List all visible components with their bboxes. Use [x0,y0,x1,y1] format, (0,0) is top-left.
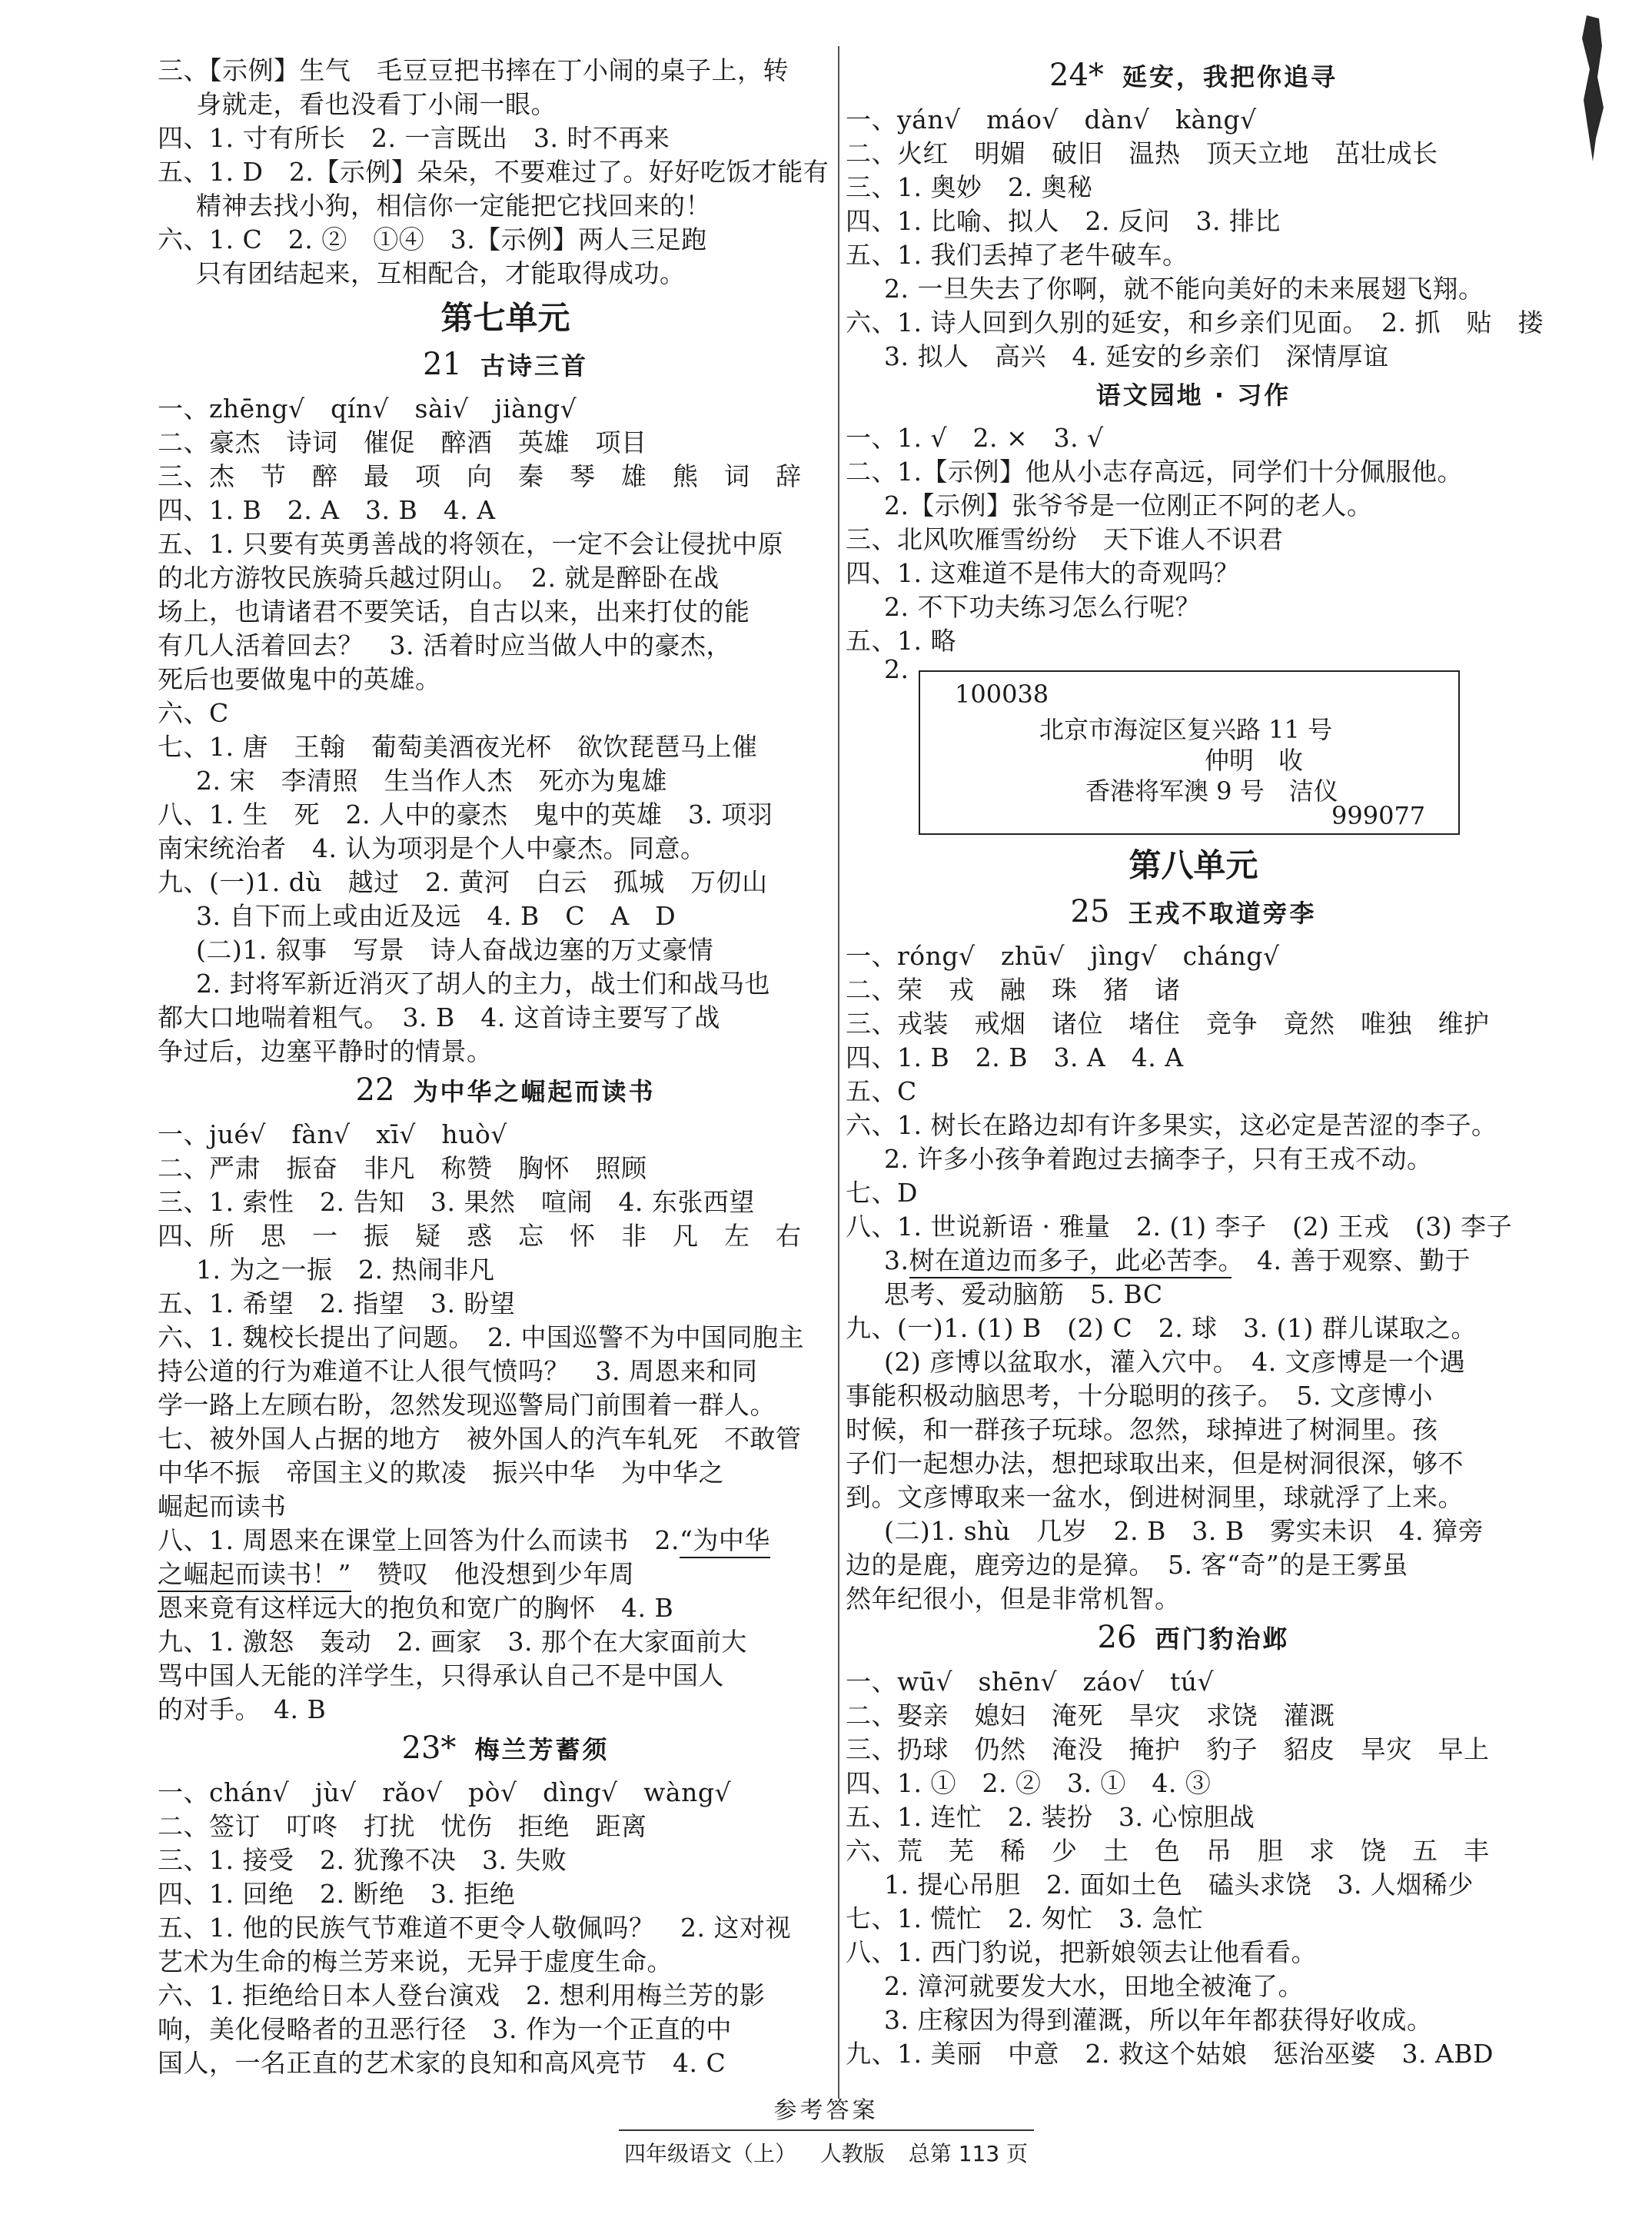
answer-line: 六、1. 拒绝给日本人登台演戏 2. 想利用梅兰芳的影 [158,1980,766,2010]
lesson-24-answers [846,103,1544,374]
envelope-diagram [919,670,1460,835]
answer-line: 五、1. 他的民族气节难道不更令人敬佩吗？ 2. 这对视 [158,1913,791,1943]
lesson-21-answers [158,392,853,1069]
lesson-number: 25 [1070,894,1110,929]
answer-line: 九、(一)1. (1) B (2) C 2. 球 3. (1) 群儿谋取之。 [846,1313,1477,1343]
answer-line: 一、yán√ máo√ dàn√ kàng√ [846,105,1257,135]
answer-line: 时候，和一群孩子玩球。忽然，球掉进了树洞里。孩 [846,1415,1438,1444]
lesson-number: 22 [355,1072,395,1108]
envelope-zip: 100038 [955,680,1049,709]
answer-line: 都大口地喘着粗气。 3. B 4. 这首诗主要写了战 [158,1002,720,1032]
answer-line: 的对手。 4. B [158,1694,327,1724]
answer-line: 一、chán√ jù√ rǎo√ pò√ dìng√ wàng√ [158,1777,731,1807]
answer-line: 八、1. 世说新语 · 雅量 2. (1) 李子 (2) 王戎 (3) 李子 [846,1212,1513,1242]
answer-line: 九、1. 美丽 中意 2. 救这个姑娘 惩治巫婆 3. ABD [846,2039,1494,2069]
answer-line: 二、严肃 振奋 非凡 称赞 胸怀 照顾 [158,1153,647,1183]
answer-line: 五、1. 略 [846,626,956,656]
answer-line: 五、C [846,1076,917,1106]
answer-line: 六、C [158,698,229,728]
answer-line: 二、签订 叮咚 打扰 忧伤 拒绝 距离 [158,1811,647,1841]
answer-line: 1. 提心吊胆 2. 面如土色 磕头求饶 3. 人烟稀少 [884,1870,1474,1900]
answer-line: 三、1. 奥妙 2. 奥秘 [846,172,1093,202]
answer-line: 三、戎装 戒烟 诸位 堵住 竞争 竟然 唯独 维护 [846,1009,1490,1039]
answer-text: 赞叹 他没想到少年周 [351,1559,635,1589]
answer-line: 四、1. 回绝 2. 断绝 3. 拒绝 [158,1879,516,1909]
answer-line: 3. 自下而上或由近及远 4. B C A D [196,901,676,931]
answer-text: 3. [884,1245,909,1275]
answer-line: 六、1. C 2. ② ①④ 3.【示例】两人三足跑 [158,224,707,254]
underlined-answer: “为中华 [680,1525,770,1558]
answer-line: 争过后，边塞平静时的情景。 [158,1036,493,1066]
answer-line: 中华不振 帝国主义的欺凌 振兴中华 为中华之 [158,1458,724,1488]
unit-heading: 第七单元 [440,299,570,337]
right-column [846,54,1544,2071]
footer-rule [619,2129,1034,2131]
answer-line: 2. 宋 李清照 生当作人杰 死亦为鬼雄 [196,766,667,796]
answer-line: 三、杰 节 醉 最 项 向 秦 琴 雄 熊 词 辞 [158,461,802,491]
lesson-number: 21 [423,347,462,382]
answer-line: 2. [884,654,909,684]
lesson-title: 西门豹治邺 [1155,1624,1290,1654]
answer-line: 有几人活着回去？ 3. 活着时应当做人中的豪杰， [158,630,732,660]
answer-line: 场上，也请诸君不要笑话，自古以来，出来打仗的能 [158,597,750,627]
answer-text: 4. 善于观察、勤于 [1231,1245,1471,1275]
unit6-tail [158,54,853,291]
answer-line: 五、1. 连忙 2. 装扮 3. 心惊胆战 [846,1802,1255,1832]
underlined-answer: 之崛起而读书！” [158,1559,351,1592]
answer-line: (2) 彦博以盆取水，灌入穴中。 4. 文彦博是一个遇 [884,1347,1466,1377]
answer-line: 一、wū√ shēn√ záo√ tú√ [846,1667,1215,1697]
lesson-heading [846,892,1541,938]
lesson-title: 王戎不取道旁李 [1128,899,1317,928]
answer-line: 四、1. 比喻、拟人 2. 反问 3. 排比 [846,206,1281,236]
answer-line: 3. 庄稼因为得到灌溉，所以年年都获得好收成。 [884,2005,1433,2035]
answer-text: 八、1. 周恩来在课堂上回答为什么而读书 2. [158,1525,680,1555]
answer-line: 四、1. 寸有所长 2. 一言既出 3. 时不再来 [158,123,670,153]
answer-line: 六、荒 芜 稀 少 土 色 吊 胆 求 饶 五 丰 [846,1836,1490,1866]
answer-line: 七、被外国人占据的地方 被外国人的汽车轧死 不敢管 [158,1424,802,1454]
answer-line: 四、1. ① 2. ② 3. ① 4. ③ [846,1768,1212,1798]
lesson-26-answers [846,1665,1541,2071]
unit-heading: 第八单元 [1128,846,1258,884]
lesson-number: 23* [401,1730,457,1766]
section-title: 语文园地 · 习作 [1095,381,1291,410]
answer-line: 四、1. B 2. B 3. A 4. A [846,1042,1184,1072]
footer-info [0,2137,1652,2168]
answer-line: 九、1. 激怒 轰动 2. 画家 3. 那个在大家面前大 [158,1627,747,1657]
answer-line: 响，美化侵略者的丑恶行径 3. 作为一个正直的中 [158,2014,732,2044]
scan-edge-mark [1576,15,1607,161]
answer-line: 四、1. 这难道不是伟大的奇观吗？ [846,558,1240,588]
answer-line: 五、1. D 2.【示例】朵朵，不要难过了。好好吃饭才能有 [158,157,829,187]
envelope-sender: 香港将军澳 9 号 洁仪 [1085,776,1338,806]
lesson-25-answers [846,939,1541,1616]
lesson-heading [846,1617,1541,1664]
answer-line: 2. 漳河就要发大水，田地全被淹了。 [884,1971,1304,2001]
footer-page-number: 总第 113 页 [908,2141,1029,2166]
answer-line: 二、火红 明媚 破旧 温热 顶天立地 茁壮成长 [846,138,1438,168]
lesson-title: 为中华之崛起而读书 [413,1077,656,1106]
answer-line: 然年纪很小，但是非常机智。 [846,1584,1181,1614]
answer-line: 死后也要做鬼中的英雄。 [158,664,441,694]
envelope-recipient: 仲明 收 [1205,746,1304,775]
envelope-address: 北京市海淀区复兴路 11 号 [1039,715,1333,744]
answer-line: 2. 许多小孩争着跑过去摘李子，只有王戎不动。 [884,1144,1433,1174]
answer-line: 一、jué√ fàn√ xī√ huò√ [158,1119,507,1149]
lesson-title: 古诗三首 [480,351,588,381]
answer-line: 四、1. B 2. A 3. B 4. A [158,495,496,525]
answer-line: 五、1. 我们丢掉了老牛破车。 [846,240,1188,270]
underlined-answer: 树在道边而多子，此必苦李。 [909,1245,1232,1278]
answer-line: 艺术为生命的梅兰芳来说，无异于虚度生命。 [158,1946,673,1976]
answer-line: 七、1. 慌忙 2. 匆忙 3. 急忙 [846,1903,1204,1933]
answer-line: 南宋统治者 4. 认为项羽是个人中豪杰。同意。 [158,833,706,863]
answer-line: 五、1. 只要有英勇善战的将领在，一定不会让侵扰中原 [158,529,783,559]
answer-line: 三、扔球 仍然 淹没 掩护 豹子 貂皮 旱灾 早上 [846,1734,1490,1764]
answer-line: 六、1. 诗人回到久别的延安，和乡亲们见面。 2. 抓 贴 搂 [846,308,1544,337]
answer-line: 持公道的行为难道不让人很气愤吗？ 3. 周恩来和同 [158,1356,758,1386]
answer-line [846,1244,1541,1278]
answer-line: 边的是鹿，鹿旁边的是獐。 5. 客“奇”的是王雾虽 [846,1550,1408,1580]
answer-line: 一、1. √ 2. × 3. √ [846,423,1104,453]
envelope-sender-zip: 999077 [1331,801,1426,830]
answer-line: 的北方游牧民族骑兵越过阴山。 2. 就是醉卧在战 [158,563,720,593]
answer-line: 事能积极动脑思考，十分聪明的孩子。 5. 文彦博小 [846,1381,1433,1411]
garden-answers [846,421,1541,684]
answer-line: 三、1. 索性 2. 告知 3. 果然 喧闹 4. 东张西望 [158,1187,755,1217]
answer-line: 二、荣 戎 融 珠 猪 诸 [846,975,1181,1005]
answer-line: 一、róng√ zhū√ jìng√ cháng√ [846,941,1280,971]
footer-label: 参考答案 [773,2097,879,2124]
footer-grade: 四年级语文（上） [623,2141,796,2166]
lesson-title: 延安，我把你追寻 [1122,62,1338,91]
answer-line: 恩来竟有这样远大的抱负和宽广的胸怀 4. B [158,1593,674,1623]
answer-line: 2. 一旦失去了你啊，就不能向美好的未来展翅飞翔。 [884,274,1484,304]
answer-line: 五、1. 希望 2. 指望 3. 盼望 [158,1288,516,1318]
lesson-heading [158,344,853,391]
lesson-number: 26 [1097,1620,1137,1655]
answer-line: 六、1. 树长在路边却有许多果实，这必定是苦涩的李子。 [846,1110,1497,1140]
answer-line: 三、【示例】生气 毛豆豆把书摔在丁小闹的桌子上，转 [158,55,789,85]
lesson-number: 24* [1049,58,1104,93]
answer-line: 国人，一名正直的艺术家的良知和高风亮节 4. C [158,2048,726,2078]
lesson-heading [158,1728,853,1774]
answer-line: (二)1. 叙事 写景 诗人奋战边塞的万丈豪情 [196,935,714,965]
answer-line: 九、(一)1. dù 越过 2. 黄河 白云 孤城 万仞山 [158,867,768,897]
answer-line: 七、1. 唐 王翰 葡萄美酒夜光杯 欲饮琵琶马上催 [158,732,758,762]
answer-line: 七、D [846,1178,918,1208]
answer-line: 六、1. 魏校长提出了问题。 2. 中国巡警不为中国同胞主 [158,1322,804,1352]
answer-line: 二、娶亲 媳妇 淹死 旱灾 求饶 灌溉 [846,1700,1335,1730]
answer-line: 1. 为之一振 2. 热闹非凡 [196,1255,495,1285]
lesson-title: 梅兰芳蓄须 [474,1735,610,1764]
page-footer [0,2091,1652,2168]
section-heading [846,375,1541,420]
lesson-22-answers [158,1118,853,1727]
answer-line: 2. 封将军新近消灭了胡人的主力，战士们和战马也 [196,969,770,999]
answer-line: 3. 拟人 高兴 4. 延安的乡亲们 深情厚谊 [884,341,1389,371]
answer-line: (二)1. shù 几岁 2. B 3. B 雾实未识 4. 獐旁 [884,1516,1484,1546]
answer-line: 骂中国人无能的洋学生，只得承认自己不是中国人 [158,1661,724,1690]
answer-line: 2.【示例】张爷爷是一位刚正不阿的老人。 [884,490,1373,520]
answer-line: 身就走，看也没看丁小闹一眼。 [196,89,557,119]
lesson-heading [158,1070,853,1116]
answer-line: 2. 不下功夫练习怎么行呢？ [884,592,1201,622]
answer-line: 崛起而读书 [158,1491,287,1521]
answer-line: 二、豪杰 诗词 催促 醉酒 英雄 项目 [158,427,647,457]
answer-line: 子们一起想办法，想把球取出来，但是树洞很深，够不 [846,1448,1464,1478]
answer-line: 到。文彦博取来一盆水，倒进树洞里，球就浮了上来。 [846,1482,1464,1512]
answer-line: 三、北风吹雁雪纷纷 天下谁人不识君 [846,524,1284,554]
left-column [158,54,853,2080]
answer-line: 思考、爱动脑筋 5. BC [884,1279,1163,1309]
footer-edition: 人教版 [819,2141,885,2166]
answer-line: 二、1.【示例】他从小志存高远，同学们十分佩服他。 [846,457,1463,487]
answer-line: 只有团结起来，互相配合，才能取得成功。 [196,258,686,288]
answer-line: 一、zhēng√ qín√ sài√ jiàng√ [158,394,577,424]
answer-line: 八、1. 生 死 2. 人中的豪杰 鬼中的英雄 3. 项羽 [158,800,773,829]
answer-line [158,1524,853,1557]
lesson-23-answers [158,1776,853,2080]
answer-line: 八、1. 西门豹说，把新娘领去让他看看。 [846,1937,1317,1967]
answer-line: 学一路上左顾右盼，忽然发现巡警局门前围着一群人。 [158,1390,776,1420]
answer-line: 四、所 思 一 振 疑 惑 忘 怀 非 凡 左 右 [158,1221,802,1251]
answer-line: 精神去找小狗，相信你一定能把它找回来的！ [196,191,711,221]
lesson-heading [846,55,1541,101]
answer-line: 三、1. 接受 2. 犹豫不决 3. 失败 [158,1845,567,1875]
answer-line [158,1557,853,1591]
